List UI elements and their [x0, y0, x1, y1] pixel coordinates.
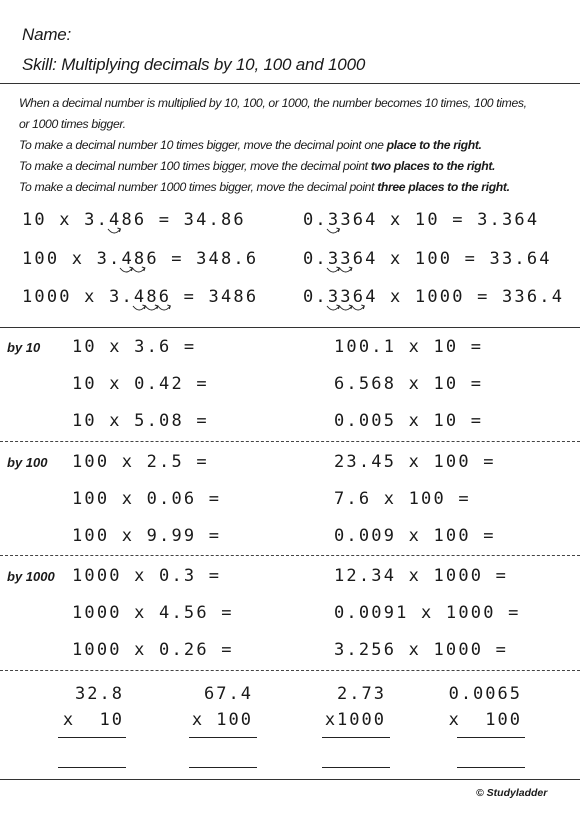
exercise-problem: 6.568 x 10 = — [334, 374, 484, 394]
arrow-arc — [158, 306, 170, 310]
example-post: 86 = 34.86 — [121, 210, 246, 230]
intro-line-2: or 1000 times bigger. — [19, 117, 126, 131]
intro-line-4-bold: two places to the right. — [370, 159, 496, 173]
exercise-problem: 0.0091 x 1000 = — [334, 603, 521, 623]
intro-line-5-text: To make a decimal number 1000 times bigger, move the decimal point — [19, 180, 378, 194]
decimal-move-arrows — [116, 266, 151, 278]
intro-line-5 — [19, 177, 527, 198]
decimal-move-arrows — [323, 227, 346, 239]
intro-text — [19, 93, 527, 198]
column-rule — [58, 737, 126, 738]
example-left-1 — [22, 210, 246, 230]
example-left-3 — [22, 287, 258, 307]
example-left-2 — [22, 249, 258, 269]
section-label: by 100 — [7, 455, 48, 470]
arrow-arc — [327, 268, 339, 272]
arrow-arc — [327, 229, 339, 233]
exercise-problem: 23.45 x 100 = — [334, 452, 496, 472]
column-multiplier: x 10 — [62, 710, 124, 730]
exercise-problem: 12.34 x 1000 = — [334, 566, 509, 586]
answer-line — [322, 767, 390, 768]
exercise-problem: 1000 x 4.56 = — [72, 603, 234, 623]
example-post: = 3486 — [171, 287, 259, 307]
name-label: Name: — [22, 25, 72, 44]
column-multiplier: x 100 — [191, 710, 253, 730]
decimal-move-arrows — [323, 304, 371, 316]
examples-divider — [0, 327, 580, 328]
header-divider — [0, 83, 580, 84]
column-top-number: 0.0065 — [448, 684, 522, 704]
exercise-problem: 7.6 x 100 = — [334, 489, 471, 509]
section-label: by 1000 — [7, 569, 55, 584]
example-moved-digits: 336 — [328, 287, 365, 307]
column-rule — [189, 737, 257, 738]
intro-line-4 — [19, 156, 527, 177]
arrow-arc — [120, 268, 132, 272]
intro-line-3-bold: place to the right. — [386, 138, 482, 152]
answer-line — [58, 767, 126, 768]
example-pre: 0. — [303, 287, 328, 307]
arrow-arc — [133, 268, 145, 272]
decimal-move-arrows — [104, 227, 127, 239]
intro-line-1: When a decimal number is multiplied by 10, 100, or 1000, the number becomes 10 times, 100 times, — [19, 96, 527, 110]
column-rule — [457, 737, 525, 738]
column-top-number: 32.8 — [75, 684, 124, 704]
example-right-2 — [303, 249, 552, 269]
exercise-problem: 0.009 x 100 = — [334, 526, 496, 546]
exercise-problem: 100 x 9.99 = — [72, 526, 222, 546]
example-right-1 — [303, 210, 539, 230]
exercise-problem: 1000 x 0.26 = — [72, 640, 234, 660]
exercise-problem: 3.256 x 1000 = — [334, 640, 509, 660]
arrow-arc — [339, 268, 351, 272]
arrow-arc — [108, 229, 120, 233]
example-post: 6 = 348.6 — [146, 249, 259, 269]
column-top-number: 2.73 — [337, 684, 386, 704]
exercise-problem: 10 x 5.08 = — [72, 411, 209, 431]
exercise-problem: 100 x 0.06 = — [72, 489, 222, 509]
column-top-number: 67.4 — [204, 684, 253, 704]
example-moved-digits: 48 — [121, 249, 146, 269]
exercise-problem: 100 x 2.5 = — [72, 452, 209, 472]
column-multiplier: x 100 — [448, 710, 522, 730]
exercise-problem: 10 x 3.6 = — [72, 337, 197, 357]
arrow-arc — [133, 306, 145, 310]
skill-title: Skill: Multiplying decimals by 10, 100 and 1000 — [22, 55, 366, 74]
section-label: by 10 — [7, 340, 41, 355]
exercise-problem: 100.1 x 10 = — [334, 337, 484, 357]
answer-line — [189, 767, 257, 768]
example-right-3 — [303, 287, 564, 307]
example-moved-digits: 486 — [134, 287, 171, 307]
example-post: 364 x 10 = 3.364 — [340, 210, 540, 230]
column-multiplier: x1000 — [324, 710, 386, 730]
example-moved-digits: 3 — [328, 210, 340, 230]
arrow-arc — [145, 306, 157, 310]
decimal-move-arrows — [323, 266, 358, 278]
intro-line-3 — [19, 135, 527, 156]
section-divider-1 — [0, 441, 580, 442]
arrow-arc — [339, 306, 351, 310]
example-pre: 1000 x 3. — [22, 287, 134, 307]
example-pre: 10 x 3. — [22, 210, 110, 230]
arrow-arc — [352, 306, 364, 310]
example-moved-digits: 33 — [328, 249, 353, 269]
copyright: © Studyladder — [476, 787, 548, 799]
exercise-problem: 10 x 0.42 = — [72, 374, 209, 394]
intro-line-4-text: To make a decimal number 100 times bigger, move the decimal point — [19, 159, 371, 173]
exercise-problem: 1000 x 0.3 = — [72, 566, 222, 586]
example-post: 4 x 1000 = 336.4 — [365, 287, 565, 307]
intro-line-3-text: To make a decimal number 10 times bigger, move the decimal point one — [19, 138, 387, 152]
example-pre: 100 x 3. — [22, 249, 122, 269]
answer-line — [457, 767, 525, 768]
arrow-arc — [327, 306, 339, 310]
section-divider-3 — [0, 670, 580, 671]
decimal-move-arrows — [129, 304, 177, 316]
column-rule — [322, 737, 390, 738]
section-divider-2 — [0, 555, 580, 556]
example-pre: 0. — [303, 249, 328, 269]
example-post: 64 x 100 = 33.64 — [352, 249, 552, 269]
exercise-problem: 0.005 x 10 = — [334, 411, 484, 431]
example-moved-digits: 4 — [109, 210, 121, 230]
example-pre: 0. — [303, 210, 328, 230]
intro-line-5-bold: three places to the right. — [377, 180, 510, 194]
footer-divider — [0, 779, 580, 780]
